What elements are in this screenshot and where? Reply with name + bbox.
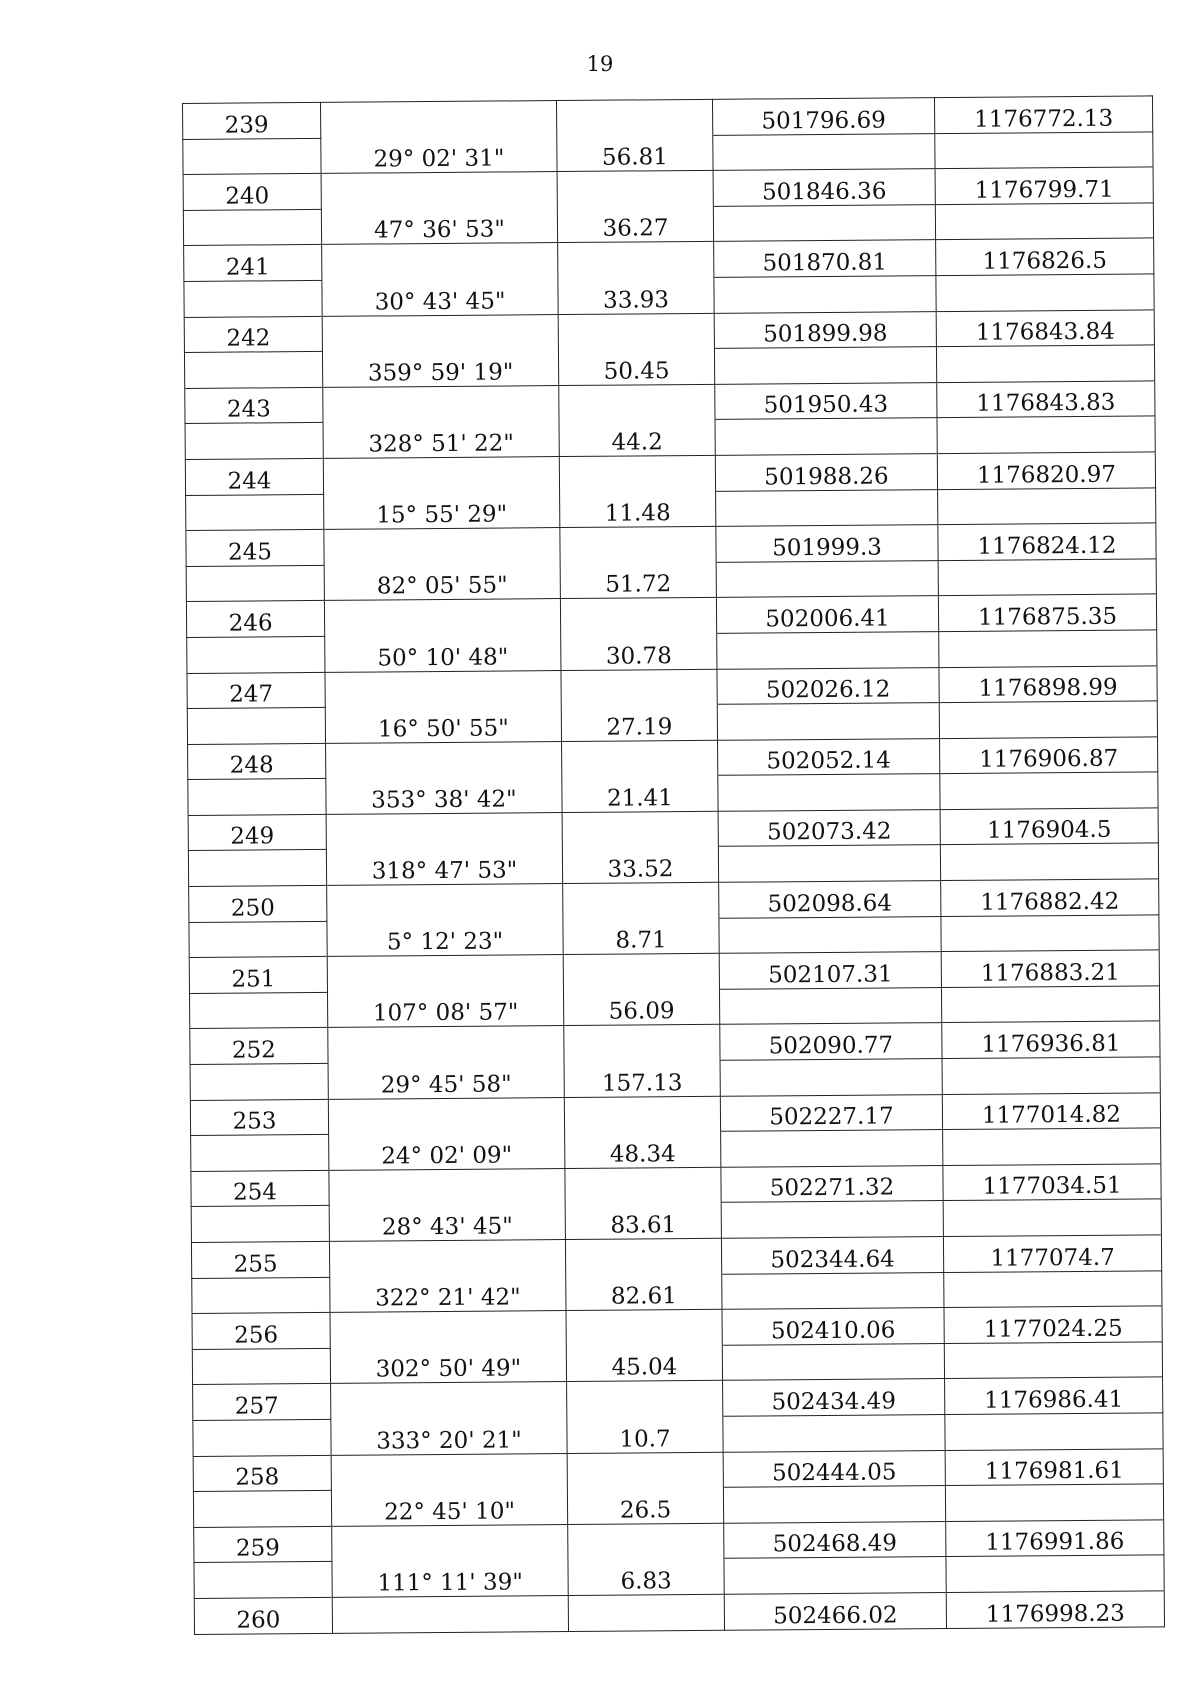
point-y-coordinate: 1176843.83 — [937, 381, 1155, 418]
empty-cell — [720, 1059, 942, 1096]
point-id: 258 — [193, 1455, 331, 1492]
empty-cell — [188, 779, 326, 816]
empty-cell — [194, 1562, 332, 1599]
segment-distance: 56.09 — [563, 989, 719, 1026]
empty-cell — [567, 1381, 723, 1418]
empty-cell — [326, 812, 562, 849]
empty-cell — [193, 1491, 331, 1528]
empty-cell — [946, 1555, 1164, 1592]
point-id: 255 — [191, 1241, 329, 1278]
segment-distance: 50.45 — [558, 348, 714, 385]
empty-cell — [940, 843, 1158, 880]
point-y-coordinate: 1176772.13 — [934, 96, 1152, 133]
segment-bearing: 111° 11' 39" — [332, 1560, 568, 1597]
segment-bearing: 107° 08' 57" — [327, 990, 563, 1027]
segment-distance: 82.61 — [566, 1274, 722, 1311]
empty-cell — [563, 954, 719, 991]
empty-cell — [186, 494, 324, 531]
empty-cell — [713, 133, 935, 170]
empty-cell — [938, 559, 1156, 596]
empty-cell — [714, 276, 936, 313]
point-x-coordinate: 501999.3 — [716, 525, 938, 562]
empty-cell — [561, 669, 717, 706]
empty-cell — [939, 701, 1157, 738]
empty-cell — [193, 1419, 331, 1456]
empty-cell — [328, 1026, 564, 1063]
segment-bearing: 47° 36' 53" — [321, 207, 557, 244]
empty-cell — [332, 1524, 568, 1561]
point-id: 251 — [189, 957, 327, 994]
empty-cell — [325, 670, 561, 707]
empty-cell — [190, 1063, 328, 1100]
empty-cell — [935, 131, 1153, 168]
empty-cell — [562, 740, 718, 777]
empty-cell — [191, 1135, 329, 1172]
point-id: 248 — [188, 743, 326, 780]
empty-cell — [722, 1343, 944, 1380]
segment-distance: 44.2 — [559, 420, 715, 457]
empty-cell — [567, 1452, 723, 1489]
point-y-coordinate: 1176998.23 — [946, 1591, 1164, 1628]
segment-bearing: 359° 59' 19" — [322, 350, 558, 387]
point-id: 250 — [189, 885, 327, 922]
point-y-coordinate: 1176981.61 — [945, 1448, 1163, 1485]
empty-cell — [322, 314, 558, 351]
empty-cell — [331, 1453, 567, 1490]
segment-distance: 6.83 — [568, 1559, 724, 1596]
point-y-coordinate: 1177034.51 — [943, 1164, 1161, 1201]
point-y-coordinate: 1177024.25 — [944, 1306, 1162, 1343]
empty-cell — [188, 850, 326, 887]
empty-cell — [941, 986, 1159, 1023]
point-id: 252 — [190, 1028, 328, 1065]
empty-cell — [568, 1523, 724, 1560]
segment-bearing: 30° 43' 45" — [322, 279, 558, 316]
point-x-coordinate: 502026.12 — [717, 667, 939, 704]
point-x-coordinate: 501796.69 — [712, 98, 934, 135]
empty-cell — [719, 987, 941, 1024]
empty-cell — [565, 1167, 721, 1204]
empty-cell — [323, 385, 559, 422]
point-id: 256 — [192, 1313, 330, 1350]
empty-cell — [717, 703, 939, 740]
empty-cell — [556, 99, 712, 136]
empty-cell — [559, 384, 715, 421]
point-x-coordinate: 501846.36 — [713, 169, 935, 206]
empty-cell — [721, 1130, 943, 1167]
point-y-coordinate: 1176882.42 — [941, 879, 1159, 916]
empty-cell — [719, 916, 941, 953]
empty-cell — [936, 274, 1154, 311]
empty-cell — [941, 915, 1159, 952]
point-y-coordinate: 1176824.12 — [938, 523, 1156, 560]
segment-distance: 157.13 — [564, 1060, 720, 1097]
empty-cell — [187, 707, 325, 744]
point-x-coordinate: 502344.64 — [721, 1237, 943, 1274]
empty-cell — [718, 774, 940, 811]
point-y-coordinate: 1176904.5 — [940, 808, 1158, 845]
segment-distance: 11.48 — [560, 491, 716, 528]
empty-cell — [715, 418, 937, 455]
segment-distance: 33.52 — [562, 847, 718, 884]
empty-cell — [723, 1415, 945, 1452]
segment-bearing: 16° 50' 55" — [325, 706, 561, 743]
point-x-coordinate: 502090.77 — [720, 1023, 942, 1060]
segment-distance: 48.34 — [565, 1132, 721, 1169]
empty-cell — [191, 1206, 329, 1243]
empty-cell — [568, 1594, 724, 1631]
point-y-coordinate: 1176875.35 — [938, 594, 1156, 631]
segment-distance: 30.78 — [561, 633, 717, 670]
point-id: 240 — [183, 174, 321, 211]
empty-cell — [331, 1382, 567, 1419]
empty-cell — [320, 101, 556, 138]
empty-cell — [714, 347, 936, 384]
point-x-coordinate: 502434.49 — [723, 1379, 945, 1416]
empty-cell — [189, 921, 327, 958]
empty-cell — [564, 1025, 720, 1062]
segment-distance: 27.19 — [561, 704, 717, 741]
empty-cell — [562, 811, 718, 848]
empty-cell — [944, 1342, 1162, 1379]
point-id: 246 — [186, 601, 324, 638]
empty-cell — [329, 1168, 565, 1205]
segment-bearing: 322° 21' 42" — [330, 1275, 566, 1312]
point-y-coordinate: 1176991.86 — [946, 1520, 1164, 1557]
empty-cell — [324, 528, 560, 565]
empty-cell — [564, 1096, 720, 1133]
empty-cell — [723, 1486, 945, 1523]
empty-cell — [565, 1238, 721, 1275]
empty-cell — [329, 1240, 565, 1277]
empty-cell — [563, 882, 719, 919]
coordinate-table — [182, 95, 1165, 1634]
coordinate-table-body — [183, 96, 1165, 1634]
segment-distance: 45.04 — [566, 1345, 722, 1382]
segment-bearing: 24° 02' 09" — [329, 1133, 565, 1170]
segment-distance: 10.7 — [567, 1416, 723, 1453]
point-y-coordinate: 1176936.81 — [942, 1021, 1160, 1058]
segment-distance: 33.93 — [558, 277, 714, 314]
segment-bearing: 15° 55' 29" — [324, 492, 560, 529]
empty-cell — [189, 992, 327, 1029]
empty-cell — [936, 345, 1154, 382]
empty-cell — [327, 884, 563, 921]
point-y-coordinate: 1176986.41 — [945, 1377, 1163, 1414]
point-id: 257 — [193, 1384, 331, 1421]
empty-cell — [192, 1277, 330, 1314]
point-x-coordinate: 502466.02 — [724, 1592, 946, 1629]
segment-bearing: 302° 50' 49" — [330, 1346, 566, 1383]
empty-cell — [560, 598, 716, 635]
point-id: 260 — [194, 1597, 332, 1634]
empty-cell — [322, 243, 558, 280]
point-y-coordinate: 1176843.84 — [936, 309, 1154, 346]
empty-cell — [940, 772, 1158, 809]
empty-cell — [326, 741, 562, 778]
empty-cell — [560, 526, 716, 563]
empty-cell — [323, 456, 559, 493]
segment-bearing: 353° 38' 42" — [326, 777, 562, 814]
point-id: 253 — [190, 1099, 328, 1136]
point-id: 247 — [187, 672, 325, 709]
segment-distance: 36.27 — [557, 206, 713, 243]
segment-distance: 56.81 — [557, 135, 713, 172]
empty-cell — [558, 313, 714, 350]
point-x-coordinate: 502271.32 — [721, 1165, 943, 1202]
empty-cell — [185, 423, 323, 460]
segment-bearing: 29° 45' 58" — [328, 1062, 564, 1099]
empty-cell — [939, 630, 1157, 667]
point-id: 243 — [185, 387, 323, 424]
point-y-coordinate: 1176906.87 — [940, 737, 1158, 774]
point-id: 244 — [185, 458, 323, 495]
empty-cell — [943, 1199, 1161, 1236]
page-number: 19 — [586, 52, 614, 76]
empty-cell — [330, 1311, 566, 1348]
point-x-coordinate: 502052.14 — [718, 738, 940, 775]
point-y-coordinate: 1176799.71 — [935, 167, 1153, 204]
segment-bearing: 333° 20' 21" — [331, 1417, 567, 1454]
point-row — [194, 1591, 1164, 1634]
point-id: 241 — [184, 245, 322, 282]
point-x-coordinate: 502107.31 — [719, 952, 941, 989]
point-x-coordinate: 502098.64 — [719, 881, 941, 918]
empty-cell — [721, 1201, 943, 1238]
segment-bearing: 5° 12' 23" — [327, 919, 563, 956]
point-x-coordinate: 501950.43 — [715, 382, 937, 419]
empty-cell — [559, 455, 715, 492]
segment-bearing: 328° 51' 22" — [323, 421, 559, 458]
empty-cell — [187, 636, 325, 673]
empty-cell — [186, 565, 324, 602]
segment-distance: 26.5 — [567, 1487, 723, 1524]
empty-cell — [724, 1557, 946, 1594]
empty-cell — [566, 1309, 722, 1346]
empty-cell — [328, 1097, 564, 1134]
point-id: 249 — [188, 814, 326, 851]
empty-cell — [557, 171, 713, 208]
empty-cell — [713, 204, 935, 241]
point-y-coordinate: 1176820.97 — [937, 452, 1155, 489]
empty-cell — [716, 489, 938, 526]
empty-cell — [558, 242, 714, 279]
segment-bearing: 28° 43' 45" — [329, 1204, 565, 1241]
point-y-coordinate: 1177014.82 — [942, 1092, 1160, 1129]
empty-cell — [722, 1272, 944, 1309]
empty-cell — [192, 1348, 330, 1385]
empty-cell — [943, 1128, 1161, 1165]
segment-distance: 83.61 — [565, 1203, 721, 1240]
empty-cell — [942, 1057, 1160, 1094]
empty-cell — [937, 416, 1155, 453]
empty-cell — [717, 631, 939, 668]
segment-bearing: 318° 47' 53" — [326, 848, 562, 885]
point-x-coordinate: 502468.49 — [724, 1521, 946, 1558]
point-x-coordinate: 501988.26 — [715, 454, 937, 491]
segment-distance: 51.72 — [560, 562, 716, 599]
segment-distance: 8.71 — [563, 918, 719, 955]
empty-cell — [183, 209, 321, 246]
empty-cell — [183, 138, 321, 175]
segment-bearing: 29° 02' 31" — [321, 136, 557, 173]
segment-bearing: 22° 45' 10" — [331, 1489, 567, 1526]
point-x-coordinate: 502227.17 — [720, 1094, 942, 1131]
empty-cell — [321, 172, 557, 209]
point-x-coordinate: 502410.06 — [722, 1308, 944, 1345]
point-id: 242 — [184, 316, 322, 353]
point-id: 254 — [191, 1170, 329, 1207]
segment-distance: 21.41 — [562, 776, 718, 813]
point-y-coordinate: 1176898.99 — [939, 665, 1157, 702]
empty-cell — [718, 845, 940, 882]
point-id: 239 — [183, 102, 321, 139]
empty-cell — [716, 560, 938, 597]
point-y-coordinate: 1176826.5 — [936, 238, 1154, 275]
empty-cell — [327, 955, 563, 992]
empty-cell — [184, 280, 322, 317]
empty-cell — [324, 599, 560, 636]
point-x-coordinate: 502444.05 — [723, 1450, 945, 1487]
empty-cell — [945, 1413, 1163, 1450]
point-x-coordinate: 501899.98 — [714, 311, 936, 348]
empty-cell — [938, 487, 1156, 524]
point-id: 245 — [186, 530, 324, 567]
point-y-coordinate: 1177074.7 — [943, 1235, 1161, 1272]
segment-bearing: 82° 05' 55" — [324, 563, 560, 600]
point-x-coordinate: 501870.81 — [714, 240, 936, 277]
segment-bearing: 50° 10' 48" — [325, 634, 561, 671]
point-y-coordinate: 1176883.21 — [941, 950, 1159, 987]
point-x-coordinate: 502006.41 — [716, 596, 938, 633]
empty-cell — [945, 1484, 1163, 1521]
empty-cell — [944, 1270, 1162, 1307]
point-x-coordinate: 502073.42 — [718, 809, 940, 846]
point-id: 259 — [194, 1526, 332, 1563]
empty-cell — [935, 203, 1153, 240]
empty-cell — [332, 1595, 568, 1632]
empty-cell — [184, 352, 322, 389]
